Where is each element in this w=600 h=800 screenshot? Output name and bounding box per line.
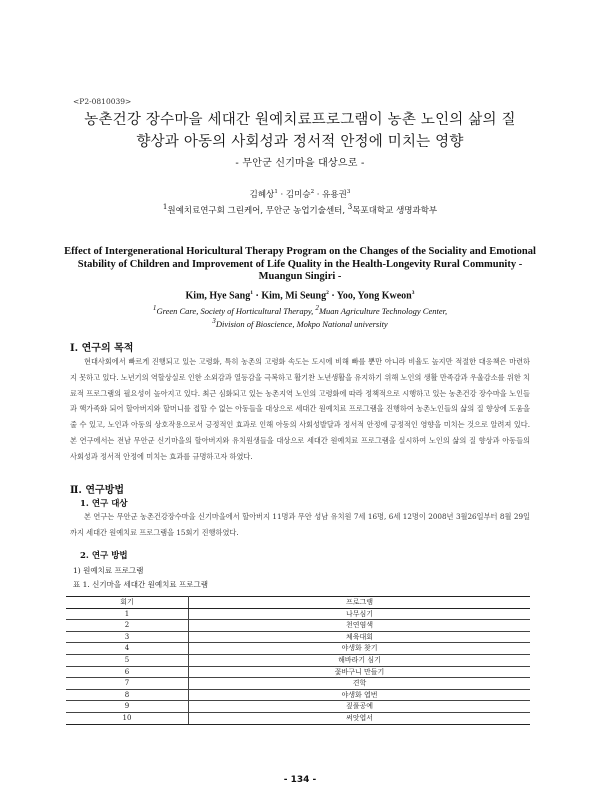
korean-title-line1: 농촌건강 장수마을 세대간 원예치료프로그램이 농촌 노인의 삶의 질 (84, 112, 516, 128)
affiliation-text: Green Care, Society of Horticultural Therapy, (156, 305, 316, 316)
table-row (66, 643, 530, 655)
table-row (66, 712, 530, 724)
affiliation-sup: 1 (162, 202, 168, 211)
author-sup: 3 (346, 189, 351, 196)
session-cell: 3 (66, 631, 189, 643)
table-row (66, 654, 530, 666)
program-cell: 체육대회 (189, 631, 531, 643)
affiliation-sup: 1 (152, 304, 157, 312)
session-cell: 5 (66, 654, 189, 666)
subsection-heading-subjects: 1. 연구 대상 (80, 499, 128, 509)
program-cell: 천연염색 (189, 620, 531, 632)
english-title: Effect of Intergenerational Horicultural Therapy Program on the Changes of the Sociality and Emotional Stability of Children and Improvement of Life Quality in the Health-Longevity Rural Community - Muangun Singiri - (64, 246, 536, 282)
program-cell: 야생화 찾기 (189, 643, 531, 655)
table-row (66, 620, 530, 632)
table-caption: 표 1. 신기마을 세대간 원예치료 프로그램 (73, 580, 208, 589)
korean-title-line2: 향상과 아동의 사회성과 정서적 안정에 미치는 영향 (136, 134, 464, 150)
author-sup: 2 (326, 290, 329, 296)
korean-subtitle: - 무안군 신기마을 대상으로 - (235, 158, 365, 169)
affiliation-text: Muan Agriculture Technology Center, (318, 305, 448, 316)
table-row (66, 631, 530, 643)
program-cell: 견학 (189, 678, 531, 690)
author-sup: 1 (274, 189, 278, 196)
table-row (66, 666, 530, 678)
page-number: - 134 - (283, 775, 317, 785)
author-name: 유용권 (322, 190, 347, 200)
english-authors: Kim, Hye Sang$^1$ · Kim, Mi Seung$^2$ · Yoo, Yong Kweon$^3$ (185, 290, 415, 302)
column-header: 프로그램 (189, 597, 531, 609)
session-cell: 6 (66, 666, 189, 678)
session-cell: 9 (66, 701, 189, 713)
author-name: Kim, Mi Seung (261, 290, 327, 302)
author-sup: 3 (411, 290, 415, 296)
table-row (66, 689, 530, 701)
author-name: Yoo, Yong Kweon (336, 290, 412, 302)
author-name: 김혜상 (249, 190, 275, 200)
korean-affiliation (40, 202, 560, 216)
purpose-paragraph: 현대사회에서 빠르게 진행되고 있는 고령화, 특히 농촌의 고령화 속도는 도시에 비해 빠를 뿐만 아니라 비율도 높지만 적절한 대응책은 마련하지 못하고 있다. 노년기의 역할상실로 인한 소외감과 열등감을 극복하고 활기찬 노년생활을 유지하기 위해 노인의 생활 만족감과 우울감소를 위한 치료적 프로그램의 필요성이 높아지고 있다. 최근 심화되고 있는 농촌지역 노인의 고령화에 따라 정책적으로 시행하고 있는 농촌건강 장수마을 노인들과 핵가족화 되어 할아버지와 할머니를 접할 수 없는 아동들을 대상으로 세대간 원예치료 프로그램을 진행하여 농촌노인들의 삶의 질 향상에 도움을 줄 수 있고, 노인과 아동의 상호작용으로서 긍정적인 효과로 인해 아동의 사회성발달과 정서적 안정에 긍정적인 영향을 미치는 것으로 알려져 있다. 본 연구에서는 전남 무안군 신기마을의 할아버지와 유치원생들을 대상으로 세대간 원예치료 프로그램을 실시하여 노인의 삶의 질 향상과 아동들의 사회성과 정서적 안정에 미치는 효과를 규명하고자 하였다. (70, 357, 531, 461)
program-cell: 야생화 엽번 (189, 689, 531, 701)
session-cell: 4 (66, 643, 189, 655)
section-heading-purpose: Ⅰ. 연구의 목적 (70, 343, 134, 354)
program-cell: 해바라기 심기 (189, 654, 531, 666)
table-row (66, 701, 530, 713)
column-header: 회기 (66, 597, 189, 609)
author-name: Kim, Hye Sang (185, 290, 251, 302)
affiliation-sup: 3 (212, 317, 216, 326)
session-cell: 8 (66, 689, 189, 701)
english-affiliation-line2 (40, 316, 560, 329)
session-cell: 2 (66, 620, 189, 632)
program-table (66, 596, 530, 725)
english-affiliation (40, 303, 560, 330)
english-affiliation-line1 (40, 303, 560, 316)
affiliation-text: 원예치료연구회 그린케어, 무안군 농업기술센터, (167, 205, 348, 216)
affiliation-text: Division of Bioscience, Mokpo National university (215, 319, 388, 330)
session-cell: 10 (66, 712, 189, 724)
program-cell: 써앗엽서 (189, 712, 531, 724)
korean-authors: 김혜상$^1$ · 김미승$^2$ · 유용권$^3$ (249, 189, 351, 200)
affiliation-sup: 3 (347, 202, 353, 211)
subsection-heading-method: 2. 연구 방법 (80, 551, 128, 561)
session-cell: 1 (66, 608, 189, 620)
session-cell: 7 (66, 678, 189, 690)
author-sup: 1 (250, 290, 253, 296)
author-sup: 2 (310, 189, 315, 196)
paper-code: <P2-0810039> (73, 97, 132, 106)
section-heading-methods: Ⅱ. 연구방법 (70, 485, 125, 496)
program-cell: 짚풀공예 (189, 701, 531, 713)
method-item: 1) 원예치료 프로그램 (73, 566, 144, 575)
table-row (66, 678, 530, 690)
program-cell: 꽃바구니 만들기 (189, 666, 531, 678)
program-cell: 나무심기 (189, 608, 531, 620)
subjects-paragraph: 본 연구는 무안군 농촌건강장수마을 신기마을에서 할아버지 11명과 무안 성남 유치원 7세 16명, 6세 12명이 2008년 3월26일부터 8월 29일까지 세대간 원예치료 프로그램을 15회기 진행하였다. (70, 512, 530, 537)
author-name: 김미승 (285, 190, 311, 200)
table-row (66, 608, 530, 620)
affiliation-text: 목포대학교 생명과학부 (352, 205, 438, 216)
affiliation-sup: 2 (315, 304, 319, 312)
table-header-row (66, 597, 530, 609)
